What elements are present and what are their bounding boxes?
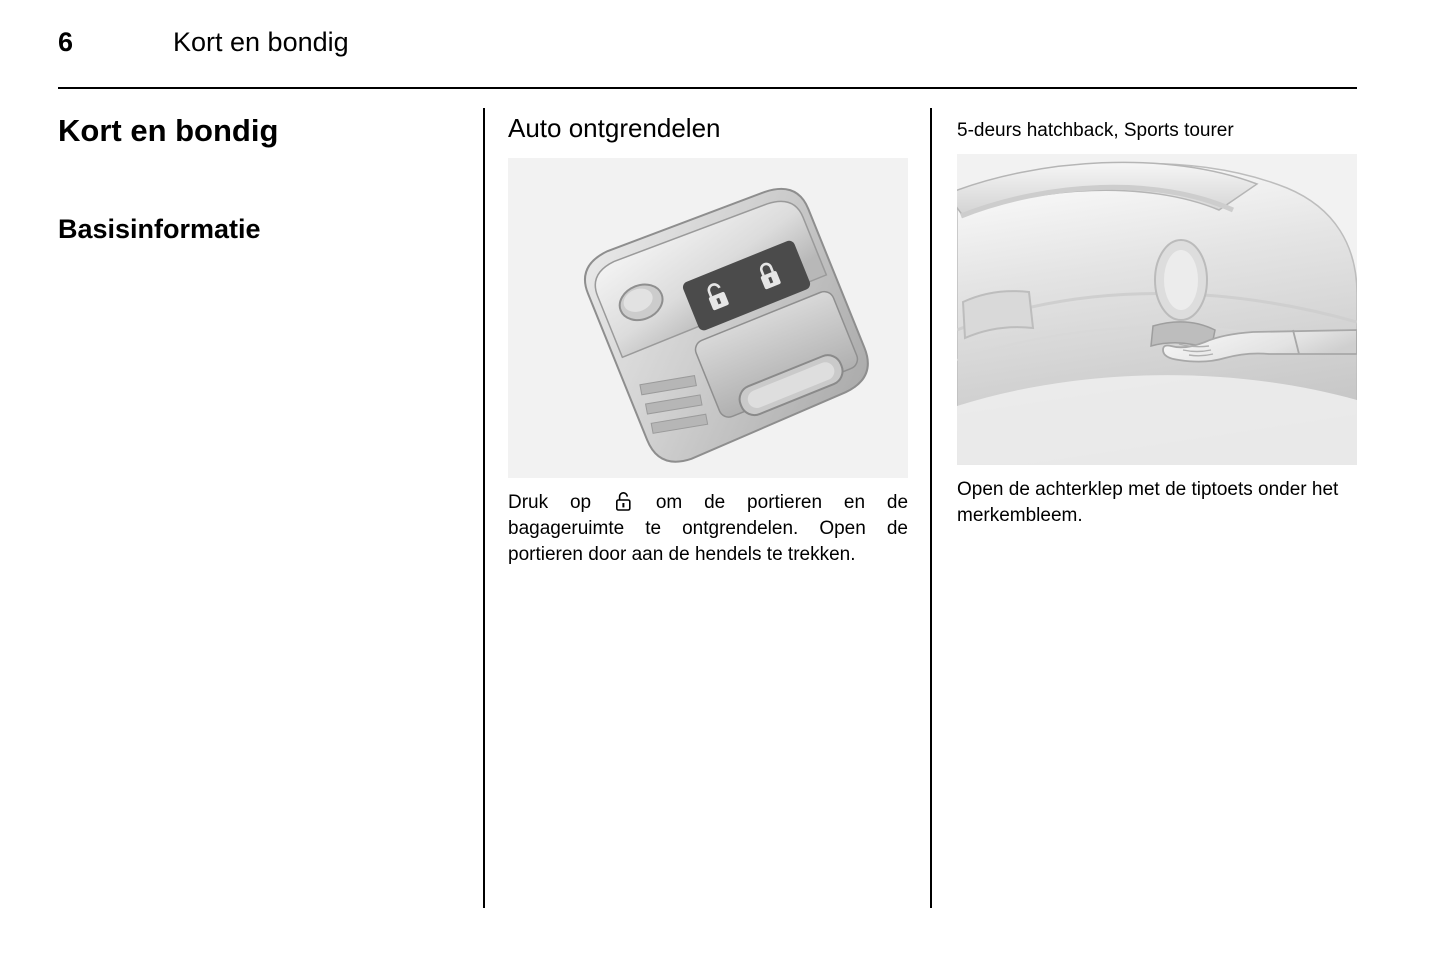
column-right (957, 108, 1357, 529)
running-chapter-title: Kort en bondig (173, 27, 349, 57)
caption-achterklep: Open de achterklep met de tiptoets onder het merkembleem. (957, 479, 1339, 526)
column-middle (508, 108, 908, 568)
remote-key-illustration (508, 158, 908, 478)
section-title-basisinformatie: Basisinformatie (58, 214, 261, 244)
heading-auto-ontgrendelen: Auto ontgrendelen (508, 113, 721, 143)
column-divider-1 (483, 108, 485, 908)
tailgate-touchpad-figure (957, 154, 1357, 465)
header-divider (58, 87, 1357, 89)
unlock-padlock-icon (616, 492, 631, 511)
column-left (58, 108, 458, 246)
running-header (58, 26, 1358, 72)
remote-key-figure (508, 158, 908, 478)
chapter-title: Kort en bondig (58, 113, 279, 148)
tailgate-illustration (957, 154, 1357, 465)
caption-text-part1: Druk op (508, 492, 592, 513)
caption-text-part2: om de portieren en de bagageruimte te ontgrendelen. Open de portieren door aan de hendels te trekken. (508, 492, 909, 565)
column-divider-2 (930, 108, 932, 908)
page-number: 6 (58, 27, 74, 57)
subheading-body-variants: 5-deurs hatchback, Sports tourer (957, 120, 1234, 141)
caption-auto-ontgrendelen (508, 490, 908, 568)
